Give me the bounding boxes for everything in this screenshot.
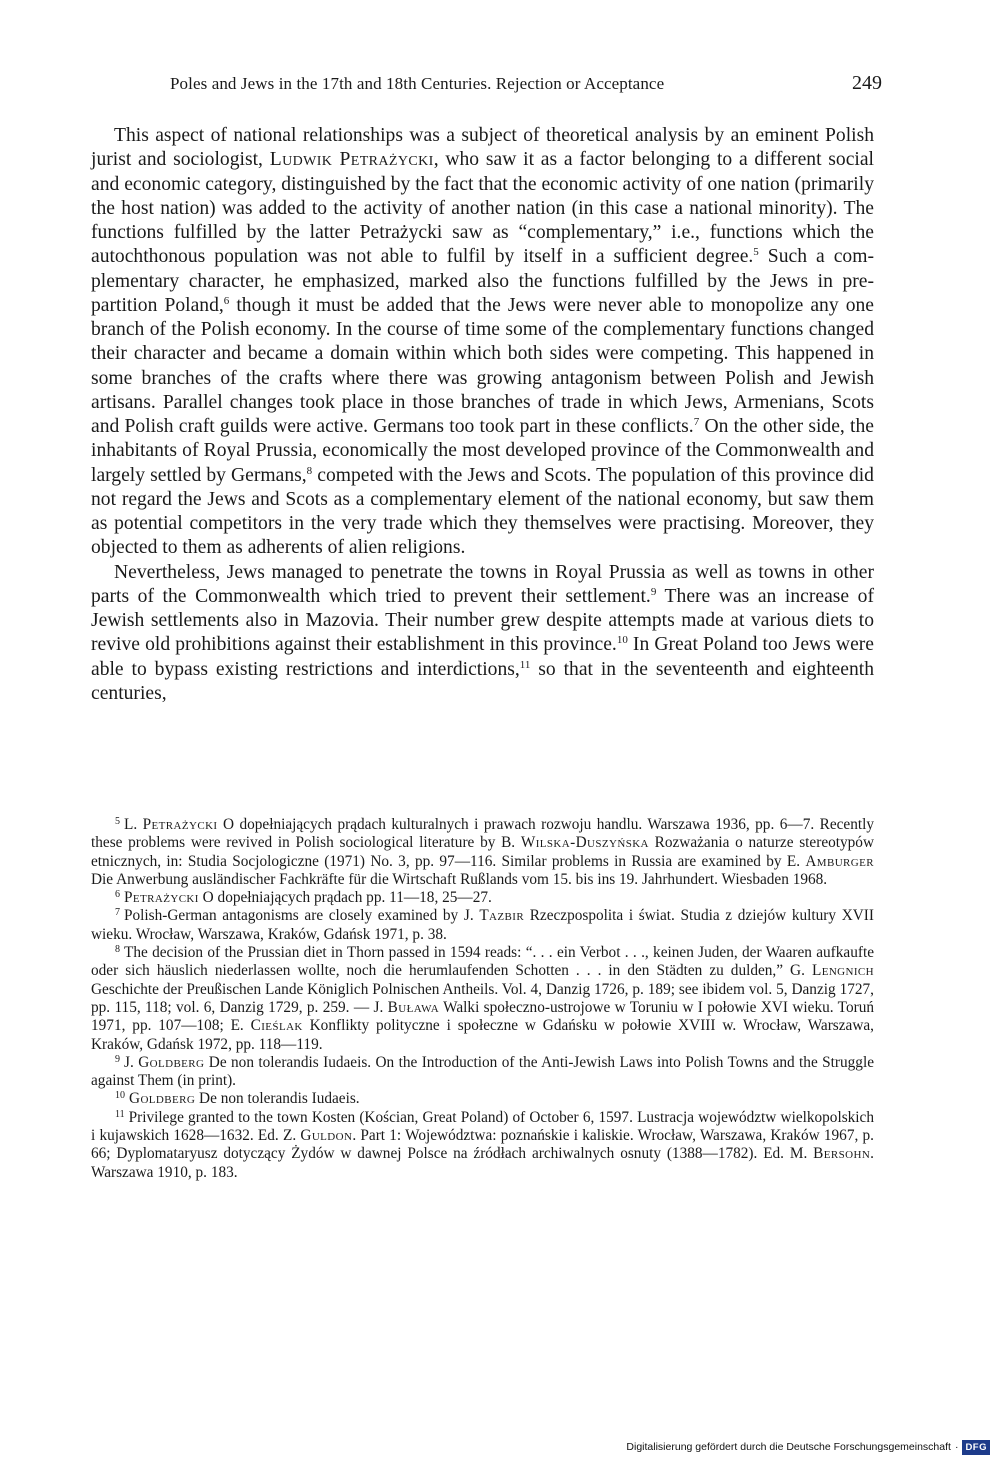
footnote-ref: 10: [616, 634, 628, 647]
footnote-8: [91, 944, 874, 1054]
footnote-ref: 5: [753, 246, 759, 259]
text-run: J.: [124, 1053, 139, 1071]
author-name: Cieślak: [250, 1017, 303, 1035]
footnotes: [91, 816, 874, 1182]
text-run: Polish-German antagonisms are closely examined by J.: [124, 907, 480, 925]
footnote-number: 11: [115, 1108, 125, 1120]
text-run: Privilege granted to the town Kosten (Kościan, Great Poland) of October 6, 1597. Lustracja województw wielkopolskich i kujawskich 1628—1632. Ed. Z.: [91, 1108, 874, 1145]
author-name: Lengnich: [811, 962, 874, 980]
text-run: Die Anwerbung ausländischer Fachkräfte für die Wirtschaft Rußlands vom 15. bis ins 19. Jahrhundert. Wiesbaden 1968.: [91, 870, 828, 888]
page-header: [170, 74, 882, 100]
text-run: so that in the seventeenth and eighteenth centuries,: [91, 658, 874, 704]
footnote-ref: 9: [650, 585, 657, 598]
text-run: On the other side, the inhabitants of Royal Prussia, economically the most developed province of the Commonwealth and largely settled by Germans,: [91, 416, 874, 486]
text-run: competed with the Jews and Scots. The population of this province did not regard the Jews and Scots as a complementary element of the national economy, but saw them as potential competitors in the very trade which they themselves were practising. Moreover, they objected to them as adherents of alien religions.: [91, 464, 874, 559]
text-run: This aspect of national relationships was a subject of theoretical analysis by an eminent Polish jurist and sociologist,: [91, 125, 874, 171]
text-run: In Great Poland too Jews were able to bypass existing restrictions and interdictions,: [91, 634, 874, 680]
text-run: Rozważania o naturze stereotypów etnicznych, in: Studia Socjologiczne (1971) No. 3, pp. 97—116. Similar problems in Russia are examined by E.: [91, 834, 874, 870]
footnote-6: [91, 889, 874, 907]
paragraph-2: [91, 561, 874, 707]
text-run: , who saw it as a factor belonging to a different social and economic category, distinguished by the fact that the economic activity of one nation (primarily the host nation) was added to the activity of another nation (in this case a national minority). The functions fulfilled by the latter Petrażycki saw as “complementary,” i.e., functions which the autochthonous population was not able to fulfil by itself in a sufficient degree.: [91, 149, 874, 268]
paragraph-1: [91, 124, 874, 561]
footnote-number: 9: [115, 1053, 120, 1065]
text-run: De non tolerandis Iudaeis.: [195, 1090, 360, 1108]
footnote-5: [91, 816, 874, 889]
author-name: Wilska-Duszyńska: [520, 834, 649, 852]
footnote-number: 7: [115, 907, 120, 919]
author-name: Petrażycki: [124, 889, 199, 907]
text-run: Such a complementary character, he emphasized, marked also the functions fulfilled by the Jews in pre-partition Poland,: [91, 246, 874, 316]
author-name: Tazbir: [479, 907, 525, 925]
page-number: 249: [852, 72, 882, 94]
text-run: O dopełniających prądach kulturalnych i prawach rozwoju handlu. Warszawa 1936, pp. 6—7. Recently these problems were revived in Polish sociological literature by B.: [91, 816, 874, 852]
author-name: Goldberg: [129, 1090, 196, 1108]
author-name: Guldon: [300, 1127, 353, 1145]
text-run: Geschichte der Preußischen Lande Königlich Polnischen Antheils. Vol. 4, Danzig 1726, p. 189; see ibidem vol. 5, Danzig 1727, pp. 115, 118; vol. 6, Danzig 1729, p. 259. — J.: [91, 980, 874, 1016]
text-run: Konflikty polityczne i społeczne w Gdańsku w połowie XVIII w. Wrocław, Warszawa, Kraków, Gdańsk 1972, pp. 118—119.: [91, 1017, 874, 1053]
digitization-credit: Digitalisierung gefördert durch die Deutsche Forschungsgemeinschaft · DFG: [626, 1439, 990, 1455]
footnote-10: [91, 1090, 874, 1108]
footnote-number: 6: [115, 889, 120, 901]
author-name: Bersohn: [813, 1145, 871, 1163]
text-run: though it must be added that the Jews were never able to monopolize any one branch of the Polish economy. In the course of time some of the complementary functions changed their character and became a domain within which both sides were competing. This happened in some branches of the crafts where there was growing antagonism between Polish and Jewish artisans. Parallel changes took place in those branches of trade in which Jews, Armenians, Scots and Polish craft guilds were active. Germans too took part in these conflicts.: [91, 294, 874, 437]
dfg-logo-icon: DFG: [962, 1440, 990, 1455]
footnote-ref: 7: [693, 416, 700, 428]
author-name: Goldberg: [138, 1053, 205, 1071]
text-run: There was an increase of Jewish settlements also in Mazovia. Their number grew despite attempts made at various diets to revive old prohibitions against their establishment in this province.: [91, 585, 875, 656]
text-run: Walki społeczno-ustrojowe w Toruniu w I połowie XVI wieku. Toruń 1971, pp. 107—108; E.: [91, 998, 874, 1035]
running-title: Poles and Jews in the 17th and 18th Centuries. Rejection or Acceptance: [170, 74, 665, 93]
text-run: . Part 1: Województwa: poznańskie i kaliskie. Wrocław, Warszawa, Kraków 1967, p. 66; Dyplomataryusz dotyczący Żydów w dawnej Polsce na źródłach archiwalnych osnuty (1388—1782). Ed. M.: [91, 1127, 874, 1163]
footnote-ref: 8: [306, 464, 313, 477]
text-run: Nevertheless, Jews managed to penetrate the towns in Royal Prussia as well as towns in other parts of the Commonwealth which tried to prevent their settlement.: [91, 561, 874, 607]
footnote-9: [91, 1054, 874, 1091]
footnote-7: [91, 907, 874, 944]
text-run: L.: [124, 816, 143, 833]
footnote-ref: 6: [223, 294, 230, 307]
text-run: Rzeczpospolita i świat. Studia z dziejów kultury XVII wieku. Wrocław, Warszawa, Kraków, Gdańsk 1971, p. 38.: [91, 907, 874, 943]
footnote-number: 5: [115, 816, 120, 827]
author-name: Buława: [387, 998, 440, 1016]
author-name: Ludwik Petrażycki: [269, 149, 434, 171]
footnote-11: [91, 1109, 874, 1182]
footnote-ref: 11: [519, 658, 531, 671]
footnote-number: 8: [115, 944, 120, 956]
footnote-number: 10: [115, 1090, 125, 1102]
author-name: Amburger: [805, 852, 874, 870]
text-run: The decision of the Prussian diet in Thorn passed in 1594 reads: “. . . ein Verbot . . ., keinen Juden, der Waaren aufkaufte oder sich häuslich niederlassen wollte, noch die herumlaufenden Schotten . . . in den Städten zu dulden,” G.: [91, 944, 874, 980]
main-text: [91, 124, 874, 706]
credit-text: Digitalisierung gefördert durch die Deutsche Forschungsgemeinschaft: [626, 1441, 951, 1453]
author-name: Petrażycki: [142, 816, 218, 833]
text-run: O dopełniających prądach pp. 11—18, 25—27.: [198, 889, 492, 907]
text-run: . Warszawa 1910, p. 183.: [91, 1145, 874, 1181]
text-run: De non tolerandis Iudaeis. On the Introduction of the Anti-Jewish Laws into Polish Towns and the Struggle against Them (in print).: [91, 1053, 874, 1090]
